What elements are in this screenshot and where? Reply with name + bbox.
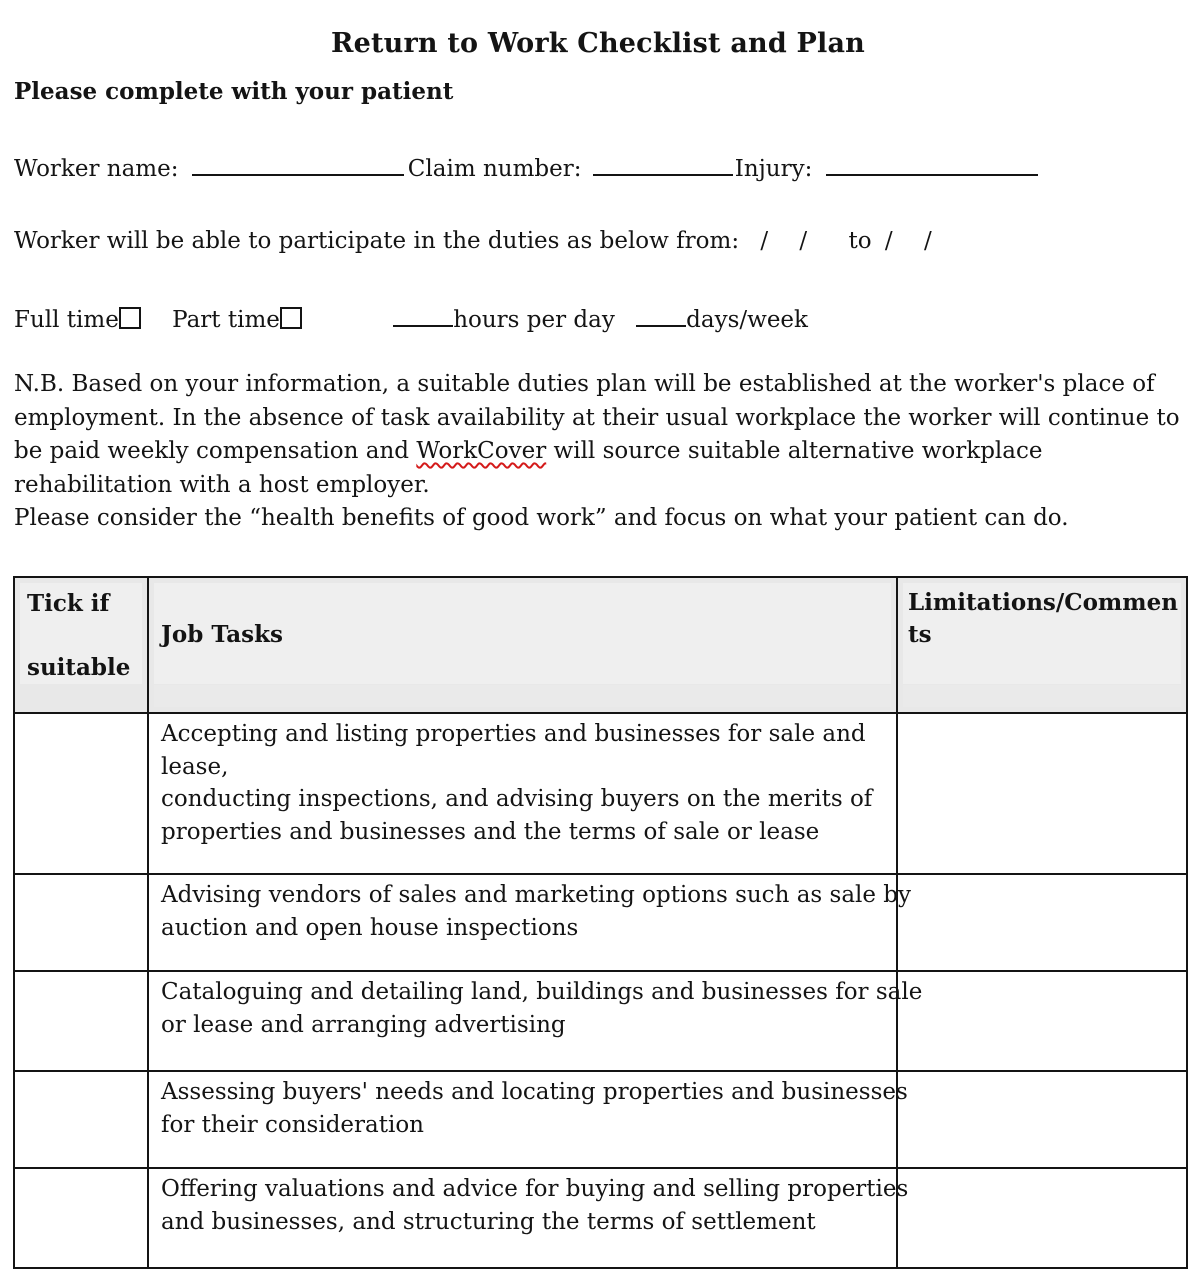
job-task-cell <box>148 713 897 874</box>
part-time-label: Part time <box>172 307 280 333</box>
note-paragraph <box>14 368 1189 536</box>
task-text-line: Offering valuations and advice for buying and selling properties <box>161 1176 909 1202</box>
tick-header-line2: suitable <box>27 654 131 681</box>
limitations-cell[interactable] <box>897 1168 1187 1268</box>
table-header-row <box>14 577 1187 713</box>
task-text-line: or lease and arranging advertising <box>161 1011 566 1038</box>
job-task-cell <box>148 971 923 1071</box>
limitations-cell[interactable] <box>897 713 1187 874</box>
workcover-text: WorkCover <box>416 438 547 464</box>
tick-cell[interactable] <box>14 971 148 1071</box>
note-text-part1: N.B. Based on your information, a suitable duties plan will be established at the worker's place of employment. In the absence of task availability at their usual workplace the worker will continue to be paid weekly compensation and <box>14 371 1180 464</box>
limitations-cell[interactable] <box>897 874 1187 971</box>
tick-cell[interactable] <box>14 713 148 874</box>
job-tasks-header: Job Tasks <box>161 621 283 648</box>
tick-cell[interactable] <box>14 874 148 971</box>
to-label: to <box>848 228 872 254</box>
job-task-cell <box>148 1168 909 1268</box>
table-row <box>14 874 1187 971</box>
consider-text: Please consider the “health benefits of good work” and focus on what your patient can do. <box>14 505 1069 531</box>
participation-row <box>14 228 944 254</box>
job-task-cell <box>148 1071 908 1168</box>
table-row <box>14 1168 1187 1268</box>
limitations-header-line2: ts <box>908 621 932 648</box>
participation-text: Worker will be able to participate in the duties as below from: <box>14 228 740 254</box>
days-per-week-label: days/week <box>686 307 808 333</box>
limitations-cell[interactable] <box>897 971 1187 1071</box>
tick-header-cell <box>14 577 148 713</box>
hours-per-day-field[interactable] <box>393 303 453 327</box>
days-per-week-field[interactable] <box>636 303 686 327</box>
job-tasks-table <box>13 576 1188 1269</box>
task-text-line: for their consideration <box>161 1111 424 1138</box>
task-text-line: properties and businesses and the terms of sale or lease <box>161 818 820 845</box>
page-title: Return to Work Checklist and Plan <box>330 28 866 59</box>
task-text-line: Assessing buyers' needs and locating properties and businesses <box>161 1079 908 1105</box>
table-row <box>14 971 1187 1071</box>
schedule-row <box>14 303 808 333</box>
tick-header-line1: Tick if <box>27 590 110 617</box>
task-text-line: auction and open house inspections <box>161 914 579 941</box>
table-row <box>14 713 1187 874</box>
to-date-field[interactable]: / / <box>884 228 944 254</box>
tick-cell[interactable] <box>14 1168 148 1268</box>
worker-details-row <box>14 152 1038 182</box>
task-text-line: Cataloguing and detailing land, buildings and businesses for sale <box>161 979 923 1005</box>
task-text-line: Advising vendors of sales and marketing options such as sale by <box>161 882 912 908</box>
table-row <box>14 1071 1187 1168</box>
injury-field[interactable] <box>826 152 1038 176</box>
injury-label: Injury: <box>734 156 813 182</box>
worker-name-label: Worker name: <box>14 156 179 182</box>
job-tasks-header-cell <box>148 577 897 713</box>
from-date-field[interactable]: / / <box>760 228 820 254</box>
note-text-part2: will source suitable alternative workplace rehabilitation with a host employer. <box>14 438 1043 498</box>
claim-number-field[interactable] <box>593 152 733 176</box>
task-text-line: conducting inspections, and advising buyers on the merits of <box>161 786 873 812</box>
header-shade-bottom <box>903 685 1181 707</box>
limitations-header-line1: Limitations/Commen <box>908 589 1178 616</box>
page-subtitle: Please complete with your patient <box>14 78 454 105</box>
tick-cell[interactable] <box>14 1071 148 1168</box>
part-time-checkbox[interactable] <box>280 307 302 329</box>
task-text-line: and businesses, and structuring the terms of settlement <box>161 1208 816 1235</box>
worker-name-field[interactable] <box>192 152 404 176</box>
task-text-line: Accepting and listing properties and businesses for sale and <box>161 721 866 747</box>
claim-number-label: Claim number: <box>407 156 582 182</box>
full-time-checkbox[interactable] <box>119 307 141 329</box>
hours-per-day-label: hours per day <box>453 307 615 333</box>
header-shade-bottom <box>154 685 891 707</box>
task-text-line: lease, <box>161 753 229 780</box>
limitations-header-cell <box>897 577 1187 713</box>
full-time-label: Full time <box>14 307 119 333</box>
job-task-cell <box>148 874 912 971</box>
limitations-cell[interactable] <box>897 1071 1187 1168</box>
